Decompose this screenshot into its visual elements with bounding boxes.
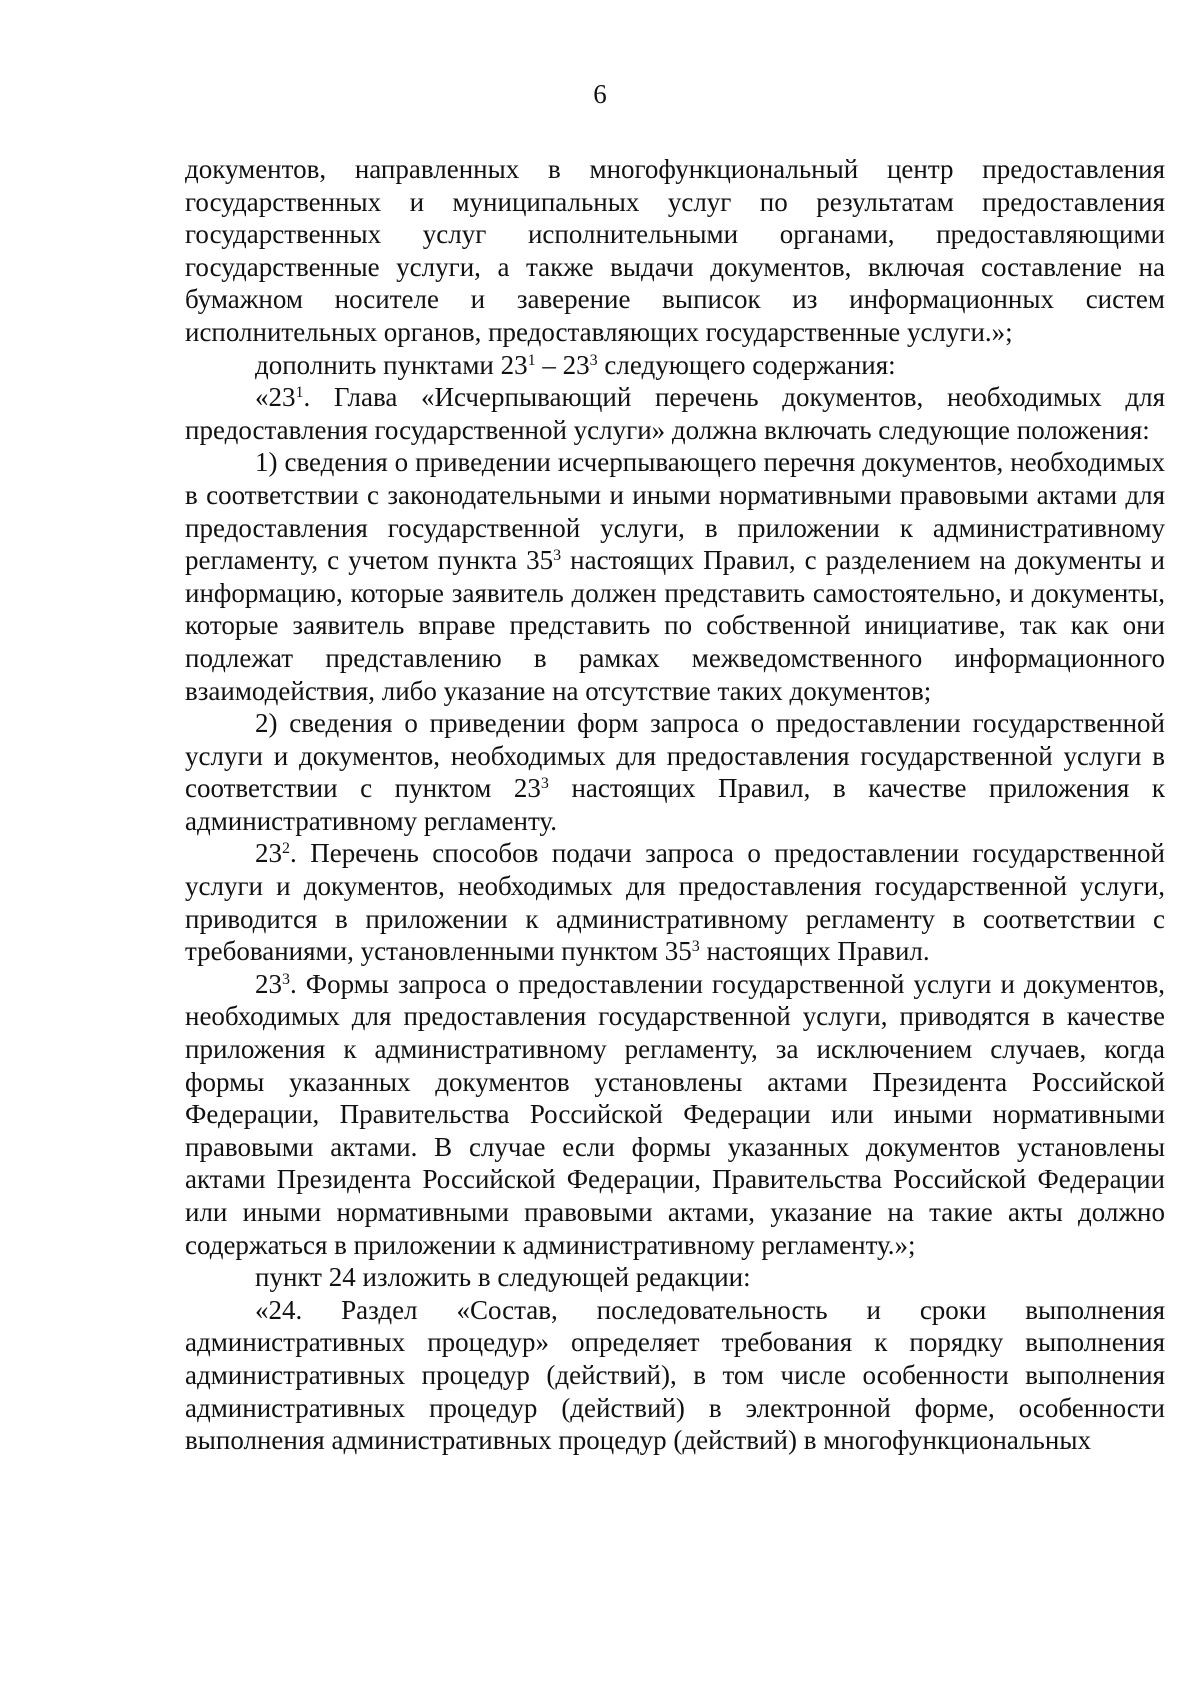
text-chunk: 1) сведения о приведении исчерпывающего перечня документов, необходимых в соответствии с законодательными и иными нормативными правовыми актами для предоставления государственной услуги, в приложении к административному регламенту, с учетом пункта 35	[185, 447, 1165, 576]
text-chunk: настоящих Правил, в качестве приложения к административному регламенту.	[185, 773, 1165, 836]
text-chunk: . Глава «Исчерпывающий перечень документов, необходимых для предоставления государственной услуги» должна включать следующие положения:	[185, 382, 1165, 445]
text-chunk: «23	[255, 382, 296, 413]
paragraph-subitem-2	[185, 707, 1165, 837]
page-number: 6	[593, 79, 607, 109]
text-chunk: следующего содержания:	[597, 349, 896, 380]
text-chunk: настоящих Правил, с разделением на документы и информацию, которые заявитель должен представить самостоятельно, и документы, которые заявитель вправе представить по собственной инициативе, так как они подлежат представлению в рамках межведомственного информационного взаимодействия, либо указание на отсутствие таких документов;	[185, 545, 1165, 706]
text-chunk: . Перечень способов подачи запроса о предоставлении государственной услуги и документов, необходимых для предоставления государственной услуги, приводится в приложении к административному регламенту в соответствии с требованиями, установленными пунктом 35	[185, 838, 1165, 967]
text-chunk: 2) сведения о приведении форм запроса о предоставлении государственной услуги и документов, необходимых для предоставления государственной услуги в соответствии с пунктом 23	[185, 708, 1165, 804]
superscript: 1	[295, 384, 304, 402]
paragraph-item-23-1	[185, 381, 1165, 446]
text-chunk: настоящих Правил.	[699, 936, 930, 967]
paragraph-item-23-2	[185, 837, 1165, 967]
document-body	[185, 153, 1165, 1457]
superscript: 3	[589, 351, 598, 369]
paragraph-continuation: документов, направленных в многофункциональный центр предоставления государственных и муниципальных услуг по результатам предоставления государственных услуг исполнительными органами, предоставляющими государственные услуги, а также выдачи документов, включая составление на бумажном носителе и заверение выписок из информационных систем исполнительных органов, предоставляющих государственные услуги.»;	[185, 154, 1165, 347]
paragraph-item-24: «24. Раздел «Состав, последовательность и сроки выполнения административных процедур» определяет требования к порядку выполнения административных процедур (действий), в том числе особенности выполнения административных процедур (действий) в электронной форме, особенности выполнения административных процедур (действий) в многофункциональных	[185, 1294, 1165, 1456]
paragraph-item-23-3	[185, 968, 1165, 1261]
text-chunk: . Формы запроса о предоставлении государственной услуги и документов, необходимых для предоставления государственной услуги, приводятся в качестве приложения к административному регламенту, за исключением случаев, когда формы указанных документов установлены актами Президента Российской Федерации, Правительства Российской Федерации или иными нормативными правовыми актами. В случае если формы указанных документов установлены актами Президента Российской Федерации, Правительства Российской Федерации или иными нормативными правовыми актами, указание на такие акты должно содержаться в приложении к административному регламенту.»;	[185, 968, 1165, 1260]
text-chunk: 23	[255, 968, 282, 999]
text-chunk: дополнить пунктами 23	[255, 349, 528, 380]
superscript: 2	[282, 840, 290, 858]
paragraph-amendment-24-intro: пункт 24 изложить в следующей редакции:	[255, 1262, 751, 1293]
superscript: 1	[527, 351, 536, 369]
superscript: 3	[540, 775, 549, 793]
text-chunk: – 23	[535, 349, 590, 380]
paragraph-subitem-1	[185, 446, 1165, 707]
text-chunk: 23	[255, 838, 282, 869]
superscript: 3	[282, 971, 290, 989]
superscript: 3	[691, 938, 700, 956]
paragraph-amendment-intro	[185, 349, 1165, 382]
superscript: 3	[553, 547, 562, 565]
